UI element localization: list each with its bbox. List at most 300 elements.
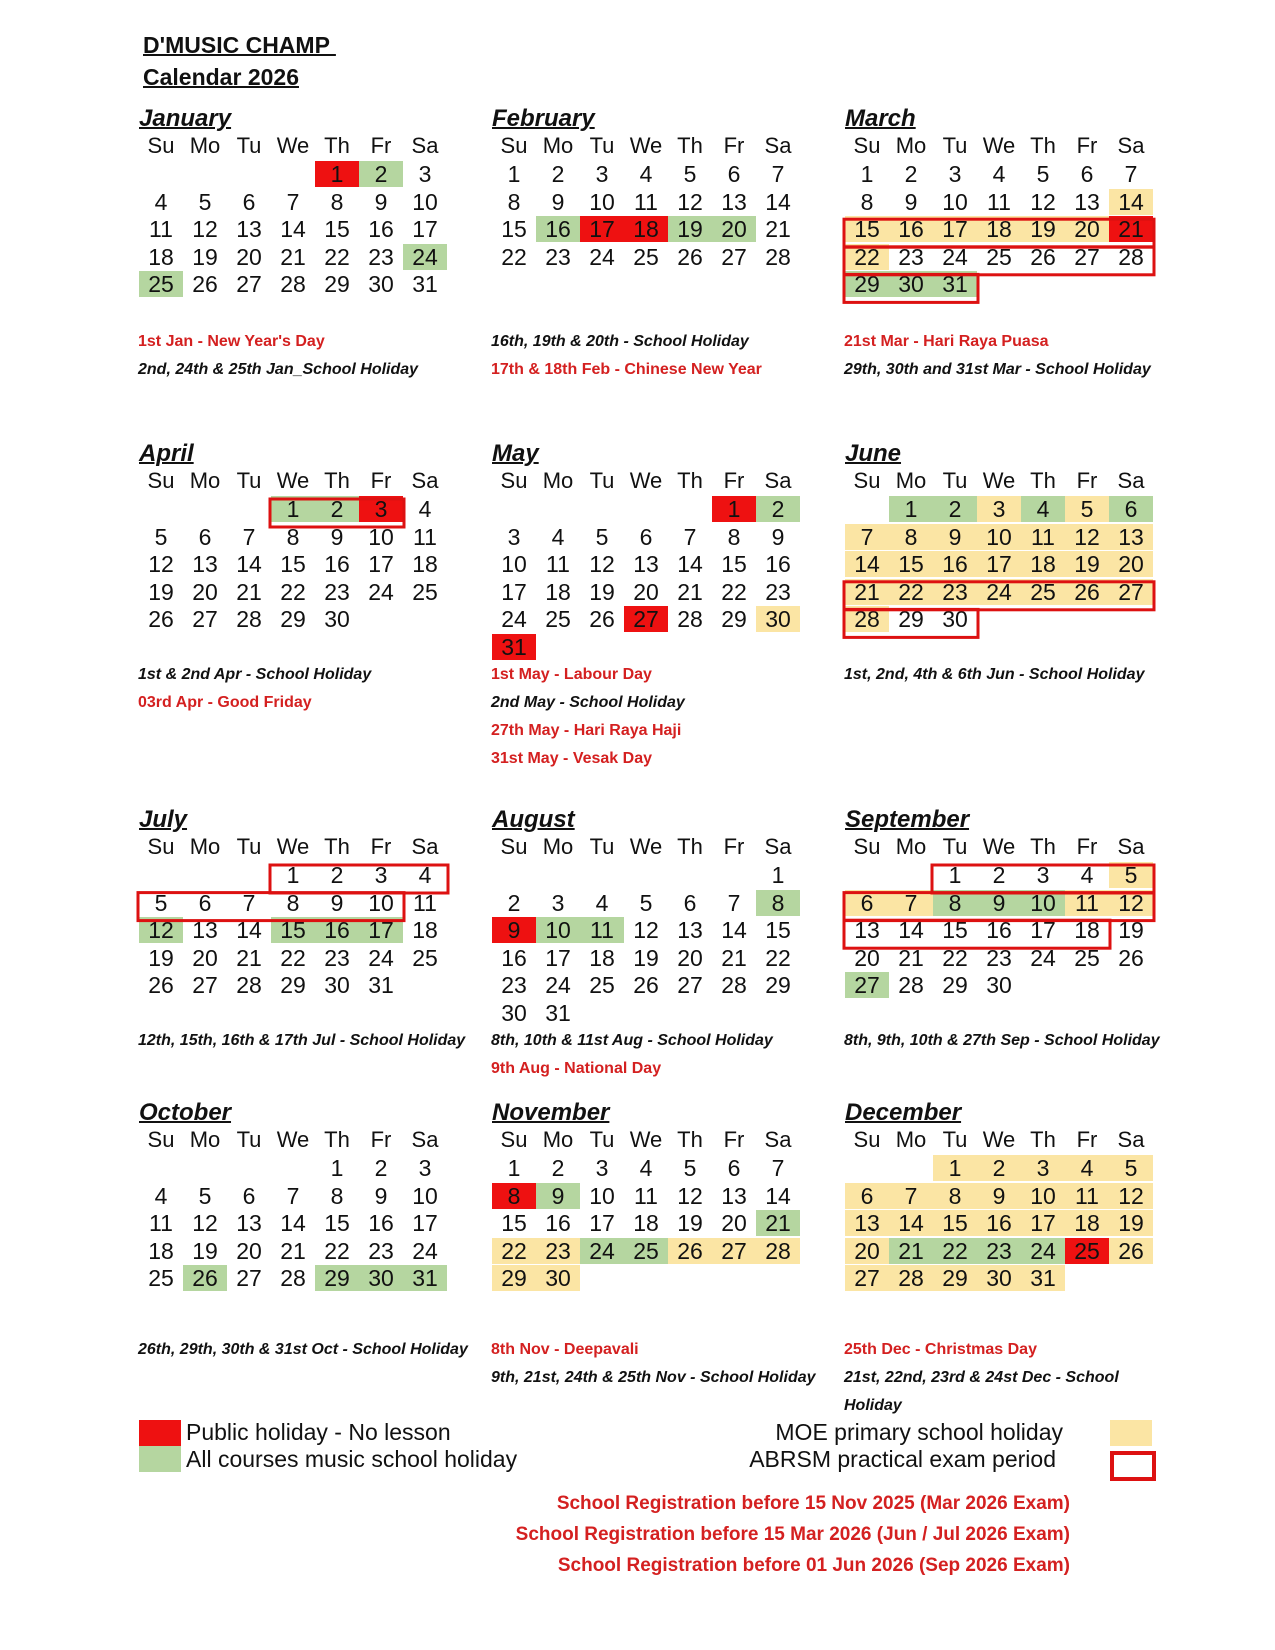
weekday-header: Th xyxy=(1030,468,1056,493)
day-cell: 8 xyxy=(933,1183,977,1209)
day-cell: 10 xyxy=(368,523,394,550)
day-cell: 23 xyxy=(898,243,924,270)
school-holiday-note: 29th, 30th and 31st Mar - School Holiday xyxy=(844,361,1151,378)
day-cell: 18 xyxy=(148,243,174,270)
month-name: November xyxy=(492,1099,610,1126)
month-name: July xyxy=(139,806,188,833)
day-cell: 30 xyxy=(986,972,1012,999)
day-cell: 31 xyxy=(545,1000,571,1026)
day-cell: 9 xyxy=(536,1183,580,1209)
month-notes xyxy=(844,328,1174,384)
day-cell: 25 xyxy=(589,972,615,999)
day-cell: 2 xyxy=(374,1155,388,1181)
weekday-header: Mo xyxy=(895,1127,927,1152)
day-cell: 4 xyxy=(154,188,168,215)
weekday-header: Th xyxy=(324,468,350,493)
day-cell: 10 xyxy=(412,1182,438,1209)
day-cell: 31 xyxy=(412,271,438,298)
day-cell: 3 xyxy=(1021,1155,1065,1181)
day-cell: 12 xyxy=(139,917,183,943)
day-cell: 28 xyxy=(280,1265,306,1292)
day-cell: 25 xyxy=(1074,944,1100,971)
day-cell: 16 xyxy=(765,551,791,578)
legend-public-swatch xyxy=(139,1420,181,1446)
school-holiday-note: 2nd, 24th & 25th Jan_School Holiday xyxy=(138,361,419,378)
day-cell: 17 xyxy=(580,216,624,242)
day-cell: 17 xyxy=(412,1210,438,1237)
day-cell: 4 xyxy=(418,862,432,888)
weekday-header: Mo xyxy=(189,1127,221,1152)
day-cell: 7 xyxy=(242,523,256,550)
weekday-header: Su xyxy=(500,133,528,158)
day-cell: 2 xyxy=(756,496,800,522)
month-notes xyxy=(491,661,821,773)
day-cell: 24 xyxy=(942,243,968,270)
day-cell: 27 xyxy=(192,972,218,999)
month-name: October xyxy=(139,1099,232,1126)
weekday-header: We xyxy=(982,834,1016,859)
day-cell: 29 xyxy=(898,606,924,633)
month-december xyxy=(845,1099,1167,1292)
weekday-header: Fr xyxy=(370,834,392,859)
day-cell: 18 xyxy=(624,216,668,242)
day-cell: 22 xyxy=(501,243,527,270)
day-cell: 19 xyxy=(668,216,712,242)
public-holiday-note: 31st May - Vesak Day xyxy=(491,750,652,767)
day-cell: 18 xyxy=(412,917,438,944)
day-cell: 7 xyxy=(286,1182,300,1209)
weekday-header: Sa xyxy=(1117,133,1145,158)
day-cell: 17 xyxy=(1021,1210,1065,1236)
day-cell: 14 xyxy=(1109,189,1153,215)
day-cell: 6 xyxy=(845,890,889,916)
weekday-header: Mo xyxy=(895,834,927,859)
day-cell: 26 xyxy=(1109,1238,1153,1264)
day-cell: 22 xyxy=(942,944,968,971)
day-cell: 3 xyxy=(595,1155,609,1181)
weekday-header: Mo xyxy=(895,468,927,493)
day-cell: 13 xyxy=(1074,188,1100,215)
day-cell: 21 xyxy=(280,1237,306,1264)
weekday-header: Mo xyxy=(189,133,221,158)
day-cell: 3 xyxy=(374,862,388,888)
day-cell: 13 xyxy=(192,551,218,578)
weekday-header: Fr xyxy=(370,133,392,158)
day-cell: 18 xyxy=(1021,551,1065,577)
day-cell: 9 xyxy=(374,188,388,215)
weekday-header: Fr xyxy=(1076,468,1098,493)
day-cell: 1 xyxy=(860,161,874,187)
day-cell: 19 xyxy=(192,243,218,270)
day-cell: 11 xyxy=(149,1210,173,1237)
day-cell: 20 xyxy=(845,1238,889,1264)
weekday-header: Sa xyxy=(411,133,439,158)
day-cell: 27 xyxy=(845,972,889,998)
day-cell: 11 xyxy=(1021,524,1065,550)
legend-abrsm-label: ABRSM practical exam period xyxy=(749,1446,1056,1472)
weekday-header: We xyxy=(276,133,310,158)
day-cell: 26 xyxy=(1118,944,1144,971)
day-cell: 12 xyxy=(192,1210,218,1237)
day-cell: 8 xyxy=(330,188,344,215)
weekday-header: Su xyxy=(147,468,175,493)
month-february xyxy=(492,105,814,270)
day-cell: 10 xyxy=(368,889,394,916)
day-cell: 3 xyxy=(977,496,1021,522)
day-cell: 29 xyxy=(845,271,889,297)
day-cell: 18 xyxy=(545,578,571,605)
day-cell: 13 xyxy=(192,917,218,944)
day-cell: 20 xyxy=(192,944,218,971)
day-cell: 16 xyxy=(324,551,350,578)
day-cell: 5 xyxy=(198,188,212,215)
day-cell: 24 xyxy=(589,243,615,270)
legend-public-label: Public holiday - No lesson xyxy=(186,1419,451,1445)
weekday-header: Tu xyxy=(942,468,968,493)
weekday-header: Th xyxy=(324,1127,350,1152)
day-cell: 4 xyxy=(551,523,565,550)
day-cell: 22 xyxy=(324,1237,350,1264)
day-cell: 21 xyxy=(1109,216,1153,242)
day-cell: 5 xyxy=(1065,496,1109,522)
month-april xyxy=(139,440,461,633)
month-january xyxy=(139,105,461,298)
weekday-header: Mo xyxy=(895,133,927,158)
day-cell: 21 xyxy=(280,243,306,270)
weekday-header: Mo xyxy=(542,133,574,158)
month-name: May xyxy=(492,440,539,467)
day-cell: 13 xyxy=(854,917,880,944)
day-cell: 23 xyxy=(545,243,571,270)
day-cell: 13 xyxy=(633,551,659,578)
weekday-header: Th xyxy=(677,133,703,158)
day-cell: 9 xyxy=(551,188,565,215)
month-name: February xyxy=(492,105,595,132)
day-cell: 19 xyxy=(1021,216,1065,242)
day-cell: 12 xyxy=(1109,890,1153,916)
month-notes xyxy=(844,661,1174,689)
day-cell: 27 xyxy=(192,606,218,633)
weekday-header: Fr xyxy=(1076,1127,1098,1152)
day-cell: 25 xyxy=(986,243,1012,270)
weekday-header: Sa xyxy=(764,1127,792,1152)
month-notes xyxy=(138,661,468,717)
day-cell: 24 xyxy=(1030,944,1056,971)
day-cell: 5 xyxy=(1109,862,1153,888)
school-holiday-note: 12th, 15th, 16th & 17th Jul - School Holiday xyxy=(138,1032,466,1049)
day-cell: 19 xyxy=(148,944,174,971)
day-cell: 19 xyxy=(192,1237,218,1264)
day-cell: 20 xyxy=(1109,551,1153,577)
day-cell: 6 xyxy=(1080,161,1094,187)
school-holiday-note: 1st & 2nd Apr - School Holiday xyxy=(138,666,372,683)
weekday-header: Th xyxy=(1030,1127,1056,1152)
day-cell: 14 xyxy=(765,188,791,215)
day-cell: 6 xyxy=(198,523,212,550)
month-november xyxy=(492,1099,814,1292)
public-holiday-note: 27th May - Hari Raya Haji xyxy=(491,722,682,739)
day-cell: 16 xyxy=(501,944,527,971)
day-cell: 29 xyxy=(721,606,747,633)
day-cell: 28 xyxy=(889,1265,933,1291)
day-cell: 26 xyxy=(668,1238,712,1264)
weekday-header: Mo xyxy=(189,834,221,859)
weekday-header: Th xyxy=(1030,834,1056,859)
day-cell: 27 xyxy=(845,1265,889,1291)
day-cell: 18 xyxy=(589,944,615,971)
weekday-header: Su xyxy=(147,834,175,859)
day-cell: 19 xyxy=(1118,917,1144,944)
day-cell: 14 xyxy=(889,1210,933,1236)
weekday-header: Fr xyxy=(370,1127,392,1152)
weekday-header: Tu xyxy=(942,133,968,158)
weekday-header: Sa xyxy=(764,834,792,859)
day-cell: 3 xyxy=(551,889,565,916)
day-cell: 21 xyxy=(677,578,703,605)
day-cell: 7 xyxy=(242,889,256,916)
day-cell: 13 xyxy=(236,216,262,243)
weekday-header: Mo xyxy=(542,1127,574,1152)
day-cell: 31 xyxy=(933,271,977,297)
day-cell: 28 xyxy=(280,271,306,298)
day-cell: 3 xyxy=(948,161,962,187)
day-cell: 16 xyxy=(977,1210,1021,1236)
public-holiday-note: 03rd Apr - Good Friday xyxy=(138,694,312,711)
month-name: December xyxy=(845,1099,962,1126)
day-cell: 6 xyxy=(727,1155,741,1181)
school-holiday-note: 16th, 19th & 20th - School Holiday xyxy=(491,333,749,350)
day-cell: 15 xyxy=(271,917,315,943)
day-cell: 18 xyxy=(412,551,438,578)
day-cell: 14 xyxy=(721,917,747,944)
legend-moe-swatch xyxy=(1110,1420,1152,1446)
school-holiday-note: 9th, 21st, 24th & 25th Nov - School Holiday xyxy=(491,1369,816,1386)
day-cell: 2 xyxy=(904,161,918,187)
school-holiday-note: 2nd May - School Holiday xyxy=(491,694,685,711)
legend-abrsm-swatch xyxy=(1110,1451,1156,1481)
day-cell: 17 xyxy=(1030,917,1056,944)
day-cell: 4 xyxy=(1065,1155,1109,1181)
day-cell: 29 xyxy=(933,1265,977,1291)
day-cell: 17 xyxy=(501,578,527,605)
month-notes xyxy=(491,1336,821,1392)
day-cell: 5 xyxy=(154,523,168,550)
day-cell: 6 xyxy=(727,161,741,187)
day-cell: 25 xyxy=(1065,1238,1109,1264)
day-cell: 15 xyxy=(324,216,350,243)
day-cell: 21 xyxy=(765,216,791,243)
day-cell: 14 xyxy=(845,551,889,577)
month-name: June xyxy=(845,440,902,467)
weekday-header: Sa xyxy=(764,468,792,493)
day-cell: 7 xyxy=(771,161,785,187)
day-cell: 25 xyxy=(624,1238,668,1264)
day-cell: 2 xyxy=(992,862,1006,888)
day-cell: 8 xyxy=(330,1182,344,1209)
weekday-header: Su xyxy=(147,133,175,158)
day-cell: 5 xyxy=(198,1182,212,1209)
day-cell: 15 xyxy=(889,551,933,577)
day-cell: 27 xyxy=(712,1238,756,1264)
day-cell: 23 xyxy=(368,1237,394,1264)
month-august xyxy=(492,806,814,1026)
day-cell: 26 xyxy=(677,243,703,270)
day-cell: 22 xyxy=(765,944,791,971)
day-cell: 3 xyxy=(359,496,403,522)
day-cell: 18 xyxy=(1074,917,1100,944)
day-cell: 7 xyxy=(286,188,300,215)
day-cell: 23 xyxy=(986,944,1012,971)
day-cell: 9 xyxy=(330,523,344,550)
registration-line: School Registration before 15 Mar 2026 (Jun / Jul 2026 Exam) xyxy=(515,1524,1070,1545)
day-cell: 22 xyxy=(845,244,889,270)
day-cell: 7 xyxy=(727,889,741,916)
day-cell: 30 xyxy=(942,606,968,633)
weekday-header: Tu xyxy=(942,1127,968,1152)
day-cell: 10 xyxy=(1021,890,1065,916)
day-cell: 16 xyxy=(889,216,933,242)
weekday-header: We xyxy=(276,468,310,493)
legend-moe-label: MOE primary school holiday xyxy=(775,1419,1063,1445)
weekday-header: Th xyxy=(677,834,703,859)
day-cell: 29 xyxy=(765,972,791,999)
day-cell: 14 xyxy=(280,1210,306,1237)
day-cell: 12 xyxy=(677,188,703,215)
day-cell: 30 xyxy=(756,606,800,632)
day-cell: 20 xyxy=(236,243,262,270)
month-name: August xyxy=(492,806,575,833)
day-cell: 18 xyxy=(977,216,1021,242)
weekday-header: Sa xyxy=(411,1127,439,1152)
day-cell: 14 xyxy=(236,551,262,578)
day-cell: 31 xyxy=(492,634,536,660)
day-cell: 28 xyxy=(677,606,703,633)
day-cell: 21 xyxy=(756,1210,800,1236)
day-cell: 28 xyxy=(236,972,262,999)
day-cell: 30 xyxy=(501,1000,527,1026)
day-cell: 6 xyxy=(639,523,653,550)
weekday-header: Th xyxy=(677,468,703,493)
day-cell: 24 xyxy=(501,606,527,633)
calendar-title: Calendar 2026 xyxy=(143,64,299,90)
day-cell: 27 xyxy=(677,972,703,999)
day-cell: 23 xyxy=(501,972,527,999)
day-cell: 28 xyxy=(236,606,262,633)
day-cell: 30 xyxy=(977,1265,1021,1291)
day-cell: 15 xyxy=(721,551,747,578)
day-cell: 29 xyxy=(280,972,306,999)
public-holiday-note: 8th Nov - Deepavali xyxy=(491,1341,639,1358)
weekday-header: Th xyxy=(1030,133,1056,158)
day-cell: 10 xyxy=(536,917,580,943)
day-cell: 2 xyxy=(330,862,344,888)
day-cell: 8 xyxy=(933,890,977,916)
day-cell: 21 xyxy=(889,1238,933,1264)
day-cell: 19 xyxy=(1109,1210,1153,1236)
weekday-header: Tu xyxy=(589,468,615,493)
day-cell: 16 xyxy=(368,1210,394,1237)
day-cell: 14 xyxy=(236,917,262,944)
day-cell: 24 xyxy=(545,972,571,999)
day-cell: 21 xyxy=(898,944,924,971)
day-cell: 8 xyxy=(889,524,933,550)
day-cell: 28 xyxy=(1118,243,1144,270)
day-cell: 16 xyxy=(368,216,394,243)
day-cell: 10 xyxy=(589,1182,615,1209)
day-cell: 17 xyxy=(412,216,438,243)
day-cell: 23 xyxy=(536,1238,580,1264)
day-cell: 6 xyxy=(683,889,697,916)
day-cell: 2 xyxy=(359,161,403,187)
day-cell: 26 xyxy=(148,972,174,999)
public-holiday-note: 1st May - Labour Day xyxy=(491,666,652,683)
day-cell: 1 xyxy=(286,862,300,888)
day-cell: 24 xyxy=(403,244,447,270)
day-cell: 26 xyxy=(192,271,218,298)
day-cell: 28 xyxy=(845,606,889,632)
day-cell: 9 xyxy=(771,523,785,550)
day-cell: 27 xyxy=(1074,243,1100,270)
day-cell: 11 xyxy=(413,523,437,550)
day-cell: 11 xyxy=(987,188,1011,215)
day-cell: 30 xyxy=(889,271,933,297)
weekday-header: We xyxy=(276,834,310,859)
day-cell: 20 xyxy=(236,1237,262,1264)
school-holiday-note: 26th, 29th, 30th & 31st Oct - School Holiday xyxy=(138,1341,468,1358)
day-cell: 9 xyxy=(977,890,1021,916)
day-cell: 4 xyxy=(1021,496,1065,522)
day-cell: 4 xyxy=(639,1155,653,1181)
day-cell: 1 xyxy=(771,862,785,888)
day-cell: 1 xyxy=(507,161,521,187)
day-cell: 28 xyxy=(765,243,791,270)
day-cell: 10 xyxy=(412,188,438,215)
day-cell: 4 xyxy=(1080,862,1094,888)
day-cell: 12 xyxy=(1030,188,1056,215)
weekday-header: Su xyxy=(500,834,528,859)
day-cell: 12 xyxy=(589,551,615,578)
org-title: D'MUSIC CHAMP xyxy=(143,32,336,58)
day-cell: 19 xyxy=(589,578,615,605)
weekday-header: We xyxy=(629,468,663,493)
day-cell: 15 xyxy=(933,1210,977,1236)
day-cell: 7 xyxy=(1124,161,1138,187)
registration-line: School Registration before 15 Nov 2025 (Mar 2026 Exam) xyxy=(556,1493,1070,1514)
legend-music-label: All courses music school holiday xyxy=(186,1446,518,1472)
day-cell: 14 xyxy=(280,216,306,243)
day-cell: 22 xyxy=(280,944,306,971)
day-cell: 13 xyxy=(721,1182,747,1209)
day-cell: 19 xyxy=(148,578,174,605)
day-cell: 22 xyxy=(492,1238,536,1264)
day-cell: 8 xyxy=(756,890,800,916)
weekday-header: Tu xyxy=(236,133,262,158)
day-cell: 15 xyxy=(324,1210,350,1237)
day-cell: 27 xyxy=(236,1265,262,1292)
day-cell: 3 xyxy=(595,161,609,187)
day-cell: 29 xyxy=(280,606,306,633)
day-cell: 12 xyxy=(148,551,174,578)
day-cell: 16 xyxy=(545,1210,571,1237)
day-cell: 11 xyxy=(634,188,658,215)
weekday-header: Tu xyxy=(942,834,968,859)
day-cell: 7 xyxy=(845,524,889,550)
weekday-header: Mo xyxy=(542,468,574,493)
day-cell: 20 xyxy=(1065,216,1109,242)
weekday-header: Su xyxy=(853,834,881,859)
weekday-header: Su xyxy=(500,468,528,493)
day-cell: 27 xyxy=(1109,579,1153,605)
